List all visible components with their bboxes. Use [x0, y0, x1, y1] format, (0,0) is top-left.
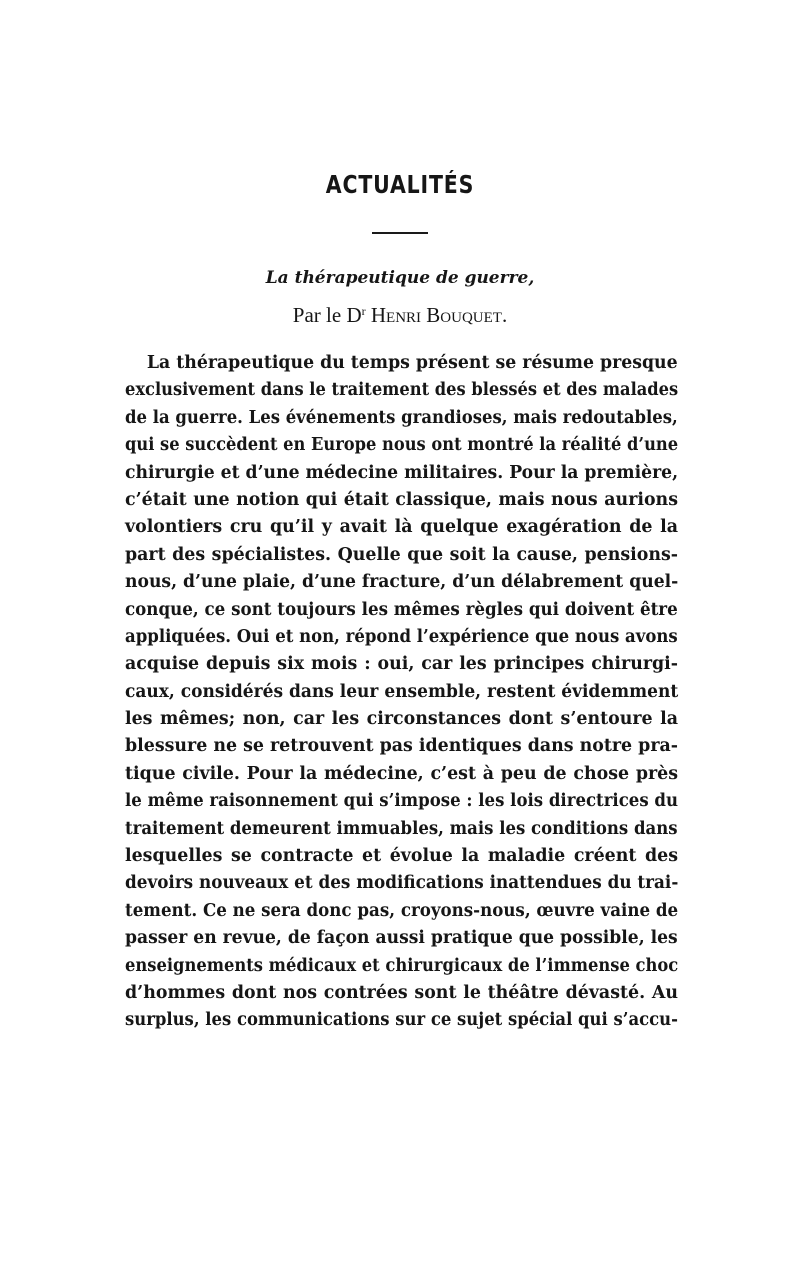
text-line: nous, d’une plaie, d’une fracture, d’un délabrement quel-: [125, 572, 679, 593]
text-line: devoirs nouveaux et des modifications inattendues du trai-: [125, 873, 679, 894]
text-line: traitement demeurent immuables, mais les conditions dans: [125, 818, 678, 839]
text-line: appliquées. Oui et non, répond l’expérience que nous avons: [125, 626, 678, 647]
article-title: La thérapeutique de guerre,: [265, 268, 535, 288]
byline-degree: r: [361, 304, 366, 318]
title-separator-rule: [372, 232, 428, 234]
text-line: c’était une notion qui était classique, mais nous aurions: [125, 489, 678, 510]
text-line: tique civile. Pour la médecine, c’est à peu de chose près: [125, 763, 678, 784]
text-line: d’hommes dont nos contrées sont le théâtre dévasté. Au: [125, 982, 678, 1003]
text-line: La thérapeutique du temps présent se résume presque: [146, 353, 678, 373]
text-line: volontiers cru qu’il y avait là quelque exagération de la: [125, 517, 678, 538]
text-line: de la guerre. Les événements grandioses, mais redoutables,: [125, 407, 678, 428]
text-line: surplus, les communications sur ce sujet spécial qui s’accu-: [125, 1010, 678, 1031]
text-line: exclusivement dans le traitement des blessés et des malades: [125, 380, 679, 401]
byline-author: Henri Bouquet.: [370, 303, 508, 327]
text-line: part des spécialistes. Quelle que soit la cause, pensions-: [125, 544, 678, 565]
byline-prefix: Par le D: [292, 303, 362, 327]
text-line: lesquelles se contracte et évolue la maladie créent des: [125, 846, 678, 867]
text-line: caux, considérés dans leur ensemble, restent évidemment: [125, 681, 679, 702]
text-line: passer en revue, de façon aussi pratique que possible, les: [125, 928, 678, 949]
article-body: [125, 350, 678, 1035]
text-line: enseignements médicaux et chirurgicaux de l’immense choc: [125, 955, 679, 976]
byline: [0, 303, 800, 328]
text-line: le même raisonnement qui s’impose : les lois directrices du: [125, 791, 679, 812]
text-line: conque, ce sont toujours les mêmes règles qui doivent être: [125, 599, 678, 620]
text-line: acquise depuis six mois : oui, car les principes chirurgi-: [125, 654, 678, 675]
text-line: qui se succèdent en Europe nous ont montré la réalité d’une: [125, 435, 679, 456]
text-line: les mêmes; non, car les circonstances dont s’entoure la: [125, 709, 678, 730]
section-title: ACTUALITÉS: [325, 170, 475, 199]
text-line: tement. Ce ne sera donc pas, croyons-nous, œuvre vaine de: [125, 900, 679, 921]
text-line: blessure ne se retrouvent pas identiques dans notre pra-: [125, 736, 678, 757]
text-line: chirurgie et d’une médecine militaires. Pour la première,: [125, 462, 679, 483]
